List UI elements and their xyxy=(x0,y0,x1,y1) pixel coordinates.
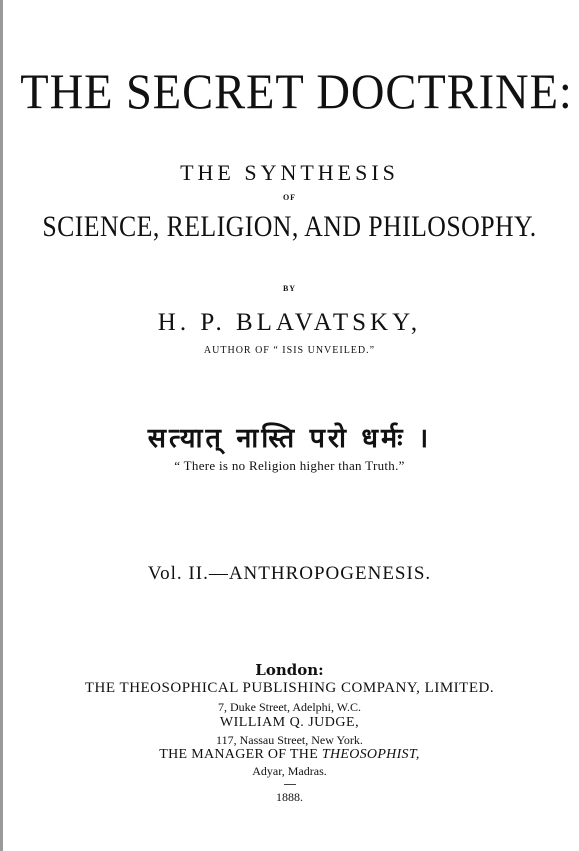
subtitle-of: OF xyxy=(282,193,297,202)
subtitle-line-2: SCIENCE, RELIGION, AND PHILOSOPHY. xyxy=(42,210,537,243)
imprint-divider xyxy=(284,784,296,785)
author-credit: AUTHOR OF “ ISIS UNVEILED.” xyxy=(203,345,376,356)
sanskrit-motto: सत्यात् नास्ति परो धर्मः । xyxy=(147,423,432,454)
by-label: BY xyxy=(282,284,297,293)
imprint-year: 1888. xyxy=(276,790,303,804)
author-name: H. P. BLAVATSKY, xyxy=(157,309,422,336)
book-title: THE SECRET DOCTRINE: xyxy=(20,63,573,119)
imprint-manager-journal: THEOSOPHIST, xyxy=(321,747,420,762)
imprint-publisher-address: 7, Duke Street, Adelphi, W.C. xyxy=(218,700,361,714)
imprint-manager xyxy=(0,747,579,763)
subtitle-line-1: THE SYNTHESIS xyxy=(180,160,399,185)
imprint-manager-prefix: THE MANAGER OF THE xyxy=(159,747,322,762)
imprint-manager-address: Adyar, Madras. xyxy=(252,764,327,778)
volume-heading: Vol. II.—ANTHROPOGENESIS. xyxy=(147,563,432,584)
imprint-publisher: THE THEOSOPHICAL PUBLISHING COMPANY, LIMITED. xyxy=(84,680,495,696)
imprint-agent-address: 117, Nassau Street, New York. xyxy=(216,733,363,747)
motto-translation: “ There is no Religion higher than Truth.” xyxy=(174,458,405,473)
imprint-city: London: xyxy=(255,661,324,679)
imprint-agent: WILLIAM Q. JUDGE, xyxy=(219,715,360,730)
